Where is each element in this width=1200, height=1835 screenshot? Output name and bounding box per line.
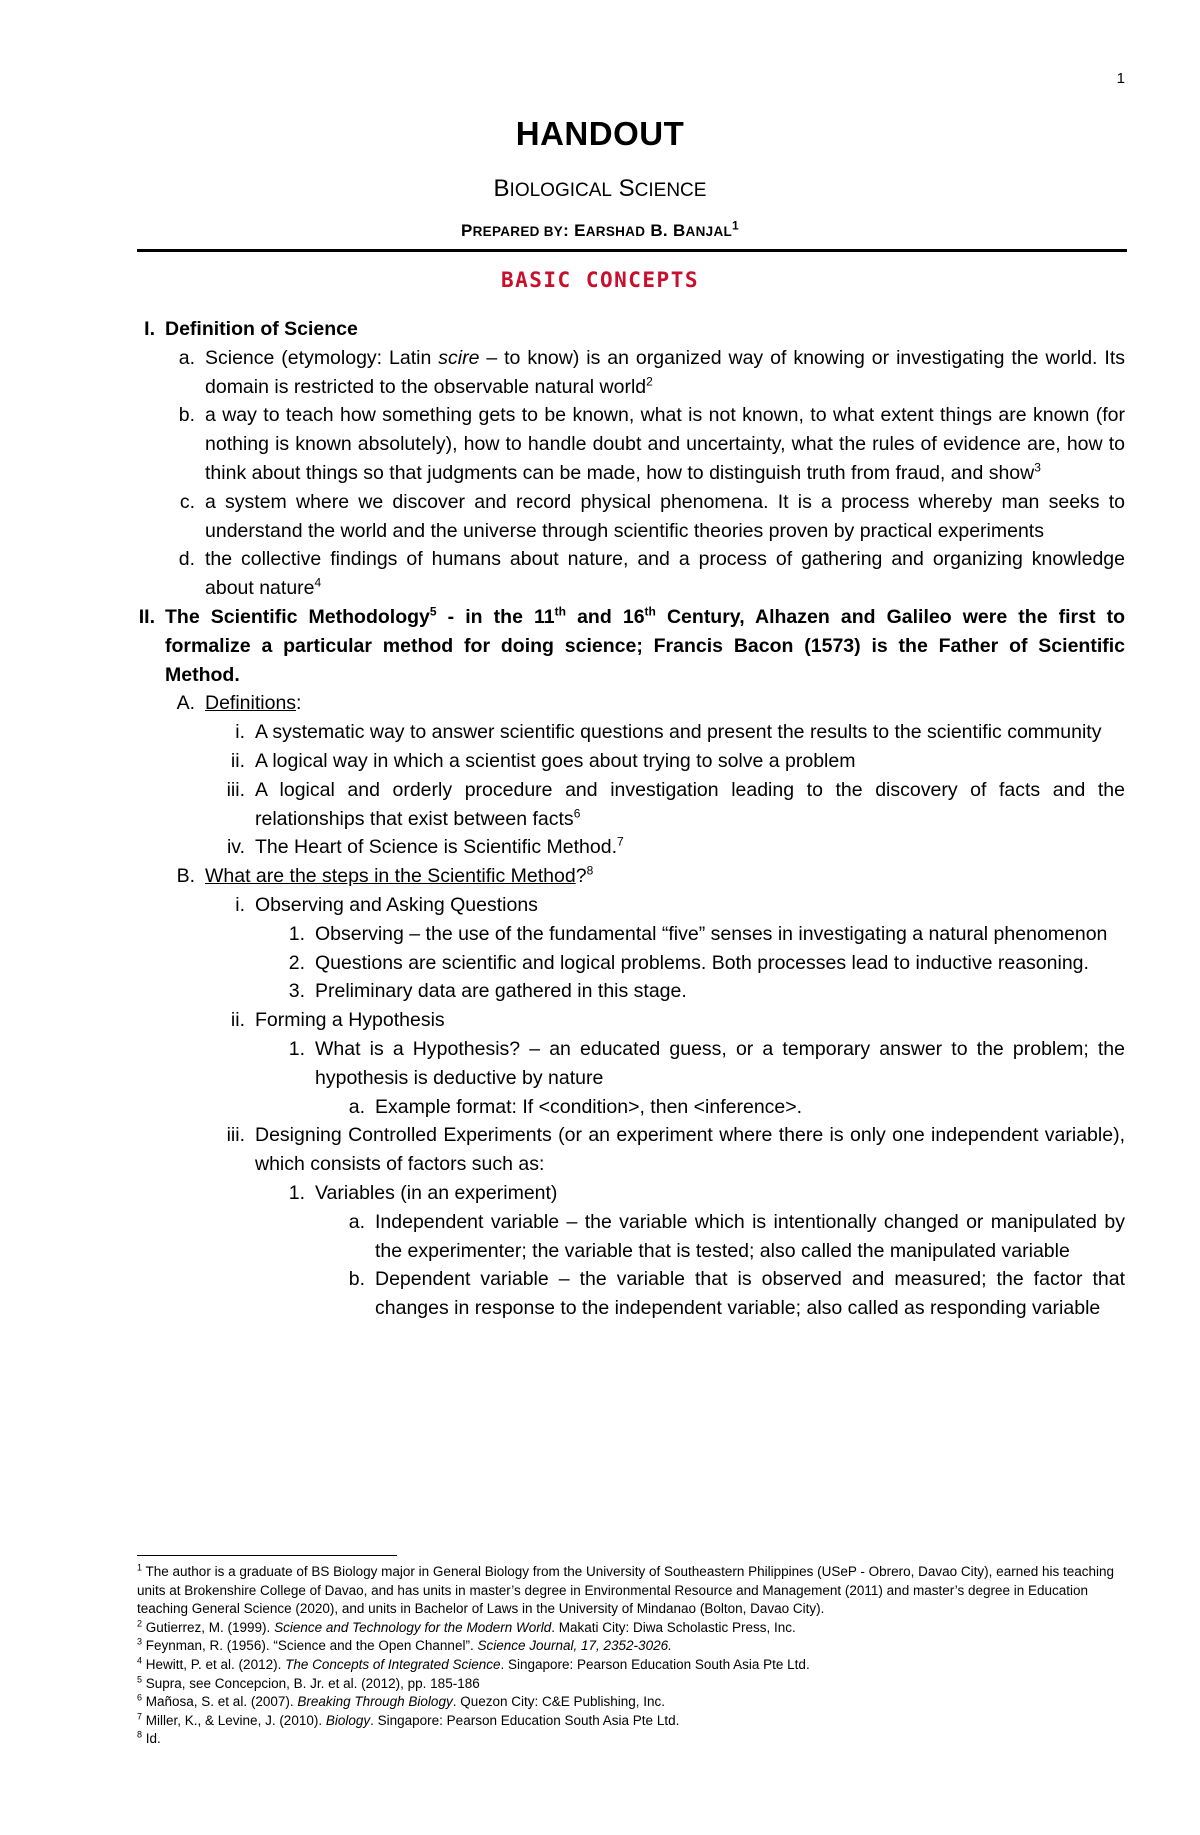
outline-item-ii-A-iii: iii. A logical and orderly procedure and investigation leading to the discovery of facts and the relationships that exist between facts$^6$ — [226, 778, 1125, 830]
outline-item-ii-B-iii-1-a: a. Independent variable – the variable which is intentionally changed or manipulated by the experimenter; the variable that is tested; also called the manipulated variable — [348, 1210, 1125, 1262]
document-subtitle: BIOLOGICAL SCIENCE — [493, 175, 707, 202]
footnote-8: $^8$ Id. — [137, 1729, 161, 1747]
footnote-7: $^7$ Miller, K., & Levine, J. (2010). Biology. Singapore: Pearson Education South Asia Pte Ltd. — [137, 1711, 680, 1728]
footnote-4: $^4$ Hewitt, P. et al. (2012). The Concepts of Integrated Science. Singapore: Pearson Education South Asia Pte Ltd. — [137, 1655, 810, 1672]
footnote-3: $^3$ Feynman, R. (1956). “Science and the Open Channel”. Science Journal, 17, 2352-3026. — [137, 1636, 672, 1654]
outline-item-i-a: a. Science (etymology: Latin scire – to know) is an organized way of knowing or investigating the world. Its domain is restricted to the observable natural world$^2$ — [178, 346, 1125, 398]
outline-item-ii-B-i-1: 1. Observing – the use of the fundamental “five” senses in investigating a natural phenomenon — [288, 922, 1108, 945]
footnote-1: $^1$ The author is a graduate of BS Biology major in General Biology from the University of Southeastern Philippines (USeP - Obrero, Davao City), earned his teaching units at Brokenshire College of Davao, and has units in master’s degree in Environmental Resource and Management (2011) and master’s degree in Education teaching General Science (2020), and units in Bachelor of Laws in the University of Mindanao (Bolton, Davao City). — [137, 1562, 1115, 1617]
outline-item-ii-B-i-3: 3. Preliminary data are gathered in this stage. — [288, 980, 687, 1003]
page-number: 1 — [1116, 70, 1125, 87]
outline-item-ii-B-ii: ii. Forming a Hypothesis — [230, 1009, 445, 1032]
outline-item-ii-B-iii-1-b: b. Dependent variable – the variable that is observed and measured; the factor that changes in response to the independent variable; also called as responding variable — [348, 1268, 1125, 1320]
footnote-rule — [137, 1555, 397, 1556]
outline-item-ii-B-ii-1-a: a. Example format: If <condition>, then <inference>. — [348, 1095, 803, 1118]
outline-item-ii-A-i: i. A systematic way to answer scientific questions and present the results to the scientific community — [235, 721, 1102, 744]
footnote-5: $^5$ Supra, see Concepcion, B. Jr. et al. (2012), pp. 185-186 — [137, 1674, 480, 1691]
header-rule — [137, 249, 1127, 252]
document-title: HANDOUT — [515, 115, 685, 152]
prepared-by-line: PREPARED BY: EARSHAD B. BANJAL$^1$ — [460, 218, 740, 240]
outline-item-ii-B-ii-1: 1. What is a Hypothesis? – an educated guess, or a temporary answer to the problem; the hypothesis is deductive by nature — [288, 1037, 1125, 1089]
outline-item-i-b: b. a way to teach how something gets to be known, what is not known, to what extent things are known (for nothing is known absolutely), how to handle doubt and uncertainty, what the rules of evidence are, how to think about things so that judgments can be made, how to distinguish truth from fraud, and show$^3$ — [178, 404, 1125, 484]
outline-item-ii-B-i-2: 2. Questions are scientific and logical problems. Both processes lead to inductive reasoning. — [288, 951, 1089, 974]
footnote-6: $^6$ Mañosa, S. et al. (2007). Breaking Through Biology. Quezon City: C&E Publishing, Inc. — [137, 1692, 666, 1710]
outline-item-ii-B: B. What are the steps in the Scientific Method?$^8$ — [176, 863, 594, 888]
section-heading: BASIC CONCEPTS — [500, 268, 699, 292]
outline-item-i-d: d. the collective findings of humans about nature, and a process of gathering and organizing knowledge about nature$^4$ — [178, 548, 1125, 600]
outline-item-ii-A-ii: ii. A logical way in which a scientist goes about trying to solve a problem — [230, 749, 856, 772]
outline-item-ii-B-iii: iii. Designing Controlled Experiments (or an experiment where there is only one independent variable), which consists of factors such as: — [226, 1124, 1125, 1176]
outline-item-ii-B-i: i. Observing and Asking Questions — [235, 893, 538, 916]
outline-item-ii-B-iii-1: 1. Variables (in an experiment) — [288, 1181, 558, 1204]
footnotes — [137, 1563, 1127, 1749]
footnote-ref: 1 — [732, 218, 740, 233]
outline-item-ii-A-iv: iv. The Heart of Science is Scientific Method.$^7$ — [226, 834, 624, 859]
footnote-2: $^2$ Gutierrez, M. (1999). Science and Technology for the Modern World. Makati City: Diwa Scholastic Press, Inc. — [137, 1618, 796, 1635]
outline-item-ii: II. The Scientific Methodology$^5$ - in the 11th and 16th Century, Alhazen and Galileo were the first to formalize a particular method for doing science; Francis Bacon (1573) is the Father of Scientific Method. — [138, 604, 1125, 686]
outline-item-ii-A: A. Definitions: — [176, 692, 302, 715]
handout-body — [125, 315, 1125, 1323]
outline-item-i: I. Definition of Science — [144, 318, 358, 340]
outline-item-i-c: c. a system where we discover and record physical phenomena. It is a process whereby man seeks to understand the world and the universe through scientific theories proven by practical experiments — [179, 490, 1125, 542]
